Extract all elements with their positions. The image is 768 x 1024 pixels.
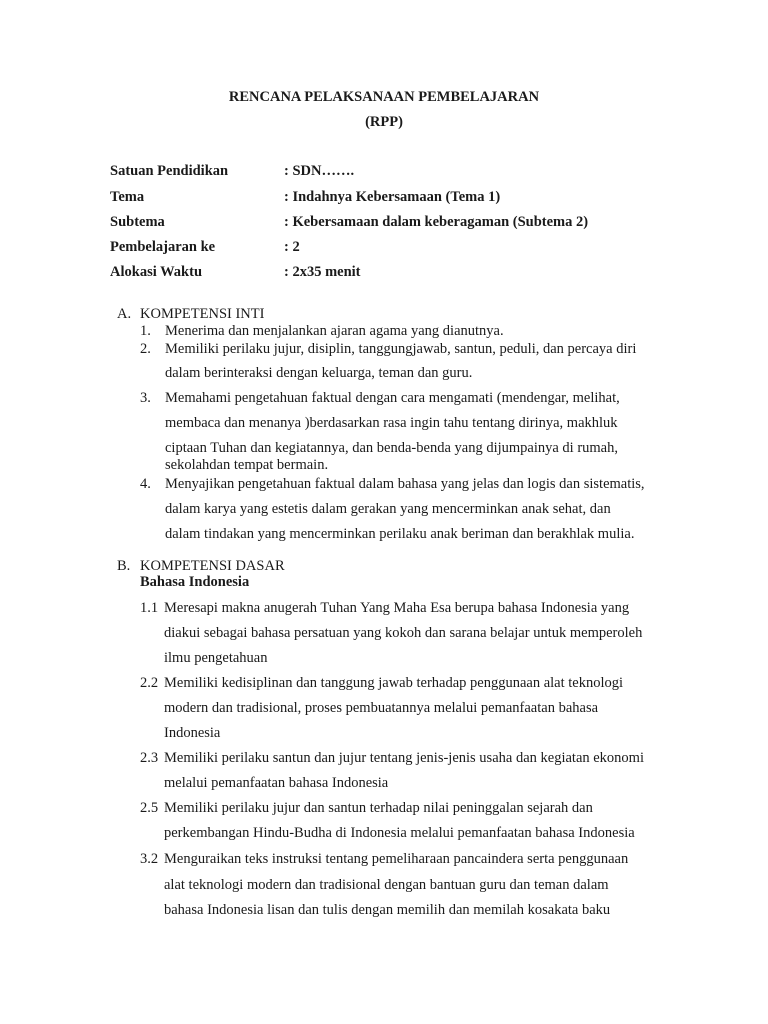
kd-line: Memiliki kedisiplinan dan tanggung jawab terhadap penggunaan alat teknologi: [164, 675, 624, 691]
section-marker: B.: [117, 558, 131, 574]
kd-number: 2.5: [140, 800, 159, 816]
identity-value: : 2x35 menit: [284, 264, 361, 280]
kd-line: ilmu pengetahuan: [164, 650, 268, 666]
list-item-line: membaca dan menanya )berdasarkan rasa ingin tahu tentang dirinya, makhluk: [165, 415, 618, 431]
kd-number: 2.2: [140, 675, 159, 691]
identity-value: : Indahnya Kebersamaan (Tema 1): [284, 189, 501, 205]
list-number: 3.: [140, 390, 151, 406]
list-number: 4.: [140, 476, 151, 492]
identity-label: Satuan Pendidikan: [110, 163, 229, 179]
section-marker: A.: [117, 306, 132, 322]
list-number: 2.: [140, 341, 151, 357]
list-item-line: Menerima dan menjalankan ajaran agama yang dianutnya.: [165, 323, 504, 339]
list-item-line: Memiliki perilaku jujur, disiplin, tanggungjawab, santun, peduli, dan percaya diri: [165, 341, 637, 357]
list-item-line: dalam tindakan yang mencerminkan perilaku anak beriman dan berakhlak mulia.: [165, 526, 635, 542]
kd-line: Meresapi makna anugerah Tuhan Yang Maha Esa berupa bahasa Indonesia yang: [164, 600, 630, 616]
kd-number: 2.3: [140, 750, 159, 766]
identity-value: : Kebersamaan dalam keberagaman (Subtema 2): [284, 214, 589, 230]
kd-line: bahasa Indonesia lisan dan tulis dengan memilih dan memilah kosakata baku: [164, 902, 611, 918]
list-item-line: dalam berinteraksi dengan keluarga, teman dan guru.: [165, 365, 473, 381]
kd-line: modern dan tradisional, proses pembuatannya melalui pemanfaatan bahasa: [164, 700, 599, 716]
kd-line: Menguraikan teks instruksi tentang pemeliharaan pancaindera serta penggunaan: [164, 851, 629, 867]
list-item-line: dalam karya yang estetis dalam gerakan yang mencerminkan anak sehat, dan: [165, 501, 611, 517]
kd-line: melalui pemanfaatan bahasa Indonesia: [164, 775, 389, 791]
list-item-line: ciptaan Tuhan dan kegiatannya, dan benda-benda yang dijumpainya di rumah,: [165, 440, 618, 456]
list-item-line: Menyajikan pengetahuan faktual dalam bahasa yang jelas dan logis dan sistematis,: [165, 476, 645, 492]
identity-label: Pembelajaran ke: [110, 239, 216, 255]
kd-line: Memiliki perilaku santun dan jujur tentang jenis-jenis usaha dan kegiatan ekonomi: [164, 750, 644, 766]
document-title: RENCANA PELAKSANAAN PEMBELAJARAN: [228, 89, 540, 105]
identity-label: Tema: [110, 189, 145, 205]
subject-heading: Bahasa Indonesia: [140, 574, 250, 590]
identity-label: Subtema: [110, 214, 165, 230]
section-heading: KOMPETENSI INTI: [140, 306, 265, 322]
list-item-line: sekolahdan tempat bermain.: [165, 457, 329, 473]
section-heading: KOMPETENSI DASAR: [140, 558, 285, 574]
kd-number: 3.2: [140, 851, 159, 867]
document-subtitle: (RPP): [365, 114, 403, 130]
kd-line: Indonesia: [164, 725, 221, 741]
identity-value: : 2: [284, 239, 300, 255]
identity-value: : SDN…….: [284, 163, 355, 179]
kd-line: perkembangan Hindu-Budha di Indonesia melalui pemanfaatan bahasa Indonesia: [164, 825, 635, 841]
list-number: 1.: [140, 323, 151, 339]
kd-line: alat teknologi modern dan tradisional dengan bantuan guru dan teman dalam: [164, 877, 609, 893]
list-item-line: Memahami pengetahuan faktual dengan cara mengamati (mendengar, melihat,: [165, 390, 620, 406]
kd-number: 1.1: [140, 600, 159, 616]
kd-line: Memiliki perilaku jujur dan santun terhadap nilai peninggalan sejarah dan: [164, 800, 593, 816]
kd-line: diakui sebagai bahasa persatuan yang kokoh dan sarana belajar untuk memperoleh: [164, 625, 643, 641]
identity-label: Alokasi Waktu: [110, 264, 203, 280]
